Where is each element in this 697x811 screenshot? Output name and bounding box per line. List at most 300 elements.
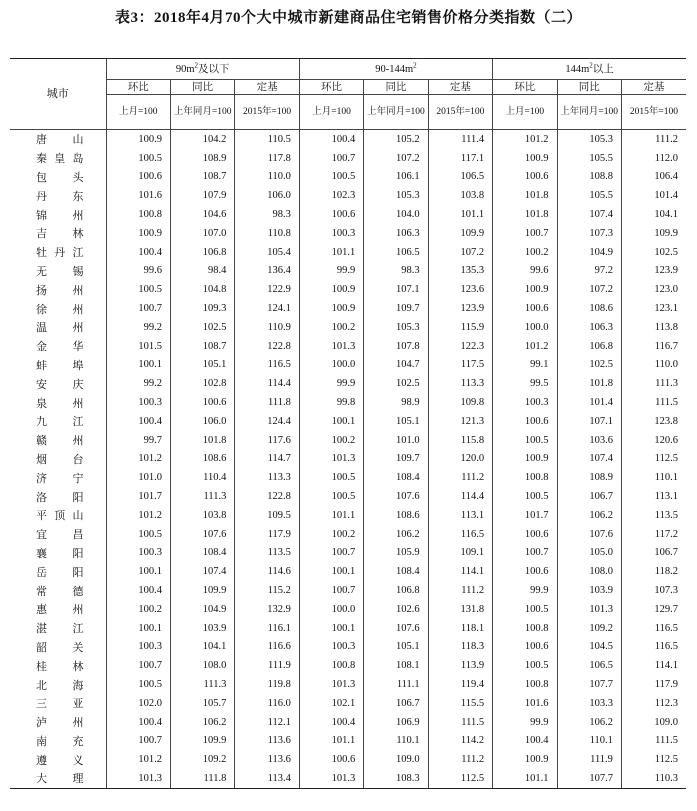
index-value-cell: 104.5 <box>557 638 621 657</box>
sub-column-header: 同比 <box>364 80 428 95</box>
index-value-cell: 108.6 <box>557 299 621 318</box>
sub-column-header: 环比 <box>299 80 363 95</box>
sub-column-header: 同比 <box>557 80 621 95</box>
index-value-cell: 109.8 <box>428 393 492 412</box>
index-value-cell: 100.3 <box>299 224 363 243</box>
city-name-cell: 无锡 <box>36 265 84 278</box>
index-value-cell: 112.0 <box>621 149 686 168</box>
index-value-cell: 111.5 <box>428 713 492 732</box>
table-row <box>10 280 686 299</box>
index-value-cell: 99.9 <box>299 262 363 281</box>
index-value-cell: 111.4 <box>428 130 492 149</box>
index-value-cell: 107.1 <box>364 280 428 299</box>
index-value-cell: 102.0 <box>106 694 170 713</box>
index-value-cell: 107.6 <box>557 525 621 544</box>
index-value-cell: 132.9 <box>235 600 299 619</box>
index-value-cell: 107.8 <box>364 337 428 356</box>
index-value-cell: 105.3 <box>364 318 428 337</box>
index-value-cell: 109.0 <box>364 750 428 769</box>
city-name-cell: 唐山 <box>36 134 84 147</box>
index-value-cell: 111.5 <box>621 393 686 412</box>
index-value-cell: 99.6 <box>493 262 557 281</box>
index-value-cell: 106.0 <box>235 186 299 205</box>
index-value-cell: 100.5 <box>493 431 557 450</box>
index-value-cell: 114.6 <box>235 562 299 581</box>
index-value-cell: 105.5 <box>557 186 621 205</box>
table-row <box>10 337 686 356</box>
index-value-cell: 99.2 <box>106 374 170 393</box>
index-value-cell: 108.0 <box>557 562 621 581</box>
index-value-cell: 111.2 <box>428 581 492 600</box>
index-value-cell: 115.9 <box>428 318 492 337</box>
index-value-cell: 106.7 <box>621 544 686 563</box>
index-value-cell: 100.6 <box>106 168 170 187</box>
group-header-medium <box>299 59 492 80</box>
index-value-cell: 116.5 <box>621 638 686 657</box>
index-value-cell: 131.8 <box>428 600 492 619</box>
index-value-cell: 109.7 <box>364 450 428 469</box>
index-value-cell: 100.1 <box>299 619 363 638</box>
index-value-cell: 99.5 <box>493 374 557 393</box>
city-name-cell: 徐州 <box>36 303 84 316</box>
table-row <box>10 468 686 487</box>
index-value-cell: 103.9 <box>170 619 234 638</box>
index-value-cell: 101.8 <box>493 205 557 224</box>
index-value-cell: 100.5 <box>106 675 170 694</box>
index-value-cell: 105.3 <box>557 130 621 149</box>
table-header <box>10 59 686 130</box>
index-value-cell: 106.5 <box>364 243 428 262</box>
base-column-header: 2015年=100 <box>235 95 299 130</box>
table-row <box>10 130 686 149</box>
index-value-cell: 107.0 <box>170 224 234 243</box>
index-value-cell: 108.4 <box>364 562 428 581</box>
table-row <box>10 412 686 431</box>
index-value-cell: 107.2 <box>428 243 492 262</box>
sub-column-header: 环比 <box>106 80 170 95</box>
index-value-cell: 106.3 <box>364 224 428 243</box>
index-value-cell: 117.9 <box>235 525 299 544</box>
index-value-cell: 118.3 <box>428 638 492 657</box>
index-value-cell: 109.2 <box>557 619 621 638</box>
city-name-cell: 遵义 <box>36 754 84 767</box>
index-value-cell: 102.5 <box>364 374 428 393</box>
index-value-cell: 100.9 <box>493 280 557 299</box>
index-value-cell: 99.2 <box>106 318 170 337</box>
table-row <box>10 186 686 205</box>
base-column-header: 上年同月=100 <box>364 95 428 130</box>
index-value-cell: 109.9 <box>170 732 234 751</box>
base-header-row <box>10 95 686 130</box>
base-column-header: 2015年=100 <box>428 95 492 130</box>
index-value-cell: 100.6 <box>299 205 363 224</box>
index-value-cell: 100.0 <box>299 356 363 375</box>
index-value-cell: 108.4 <box>364 468 428 487</box>
index-value-cell: 100.8 <box>299 656 363 675</box>
index-value-cell: 107.7 <box>557 769 621 788</box>
index-value-cell: 108.0 <box>170 656 234 675</box>
index-value-cell: 100.2 <box>299 431 363 450</box>
index-value-cell: 109.9 <box>170 581 234 600</box>
index-value-cell: 112.5 <box>621 450 686 469</box>
index-value-cell: 100.6 <box>493 562 557 581</box>
table-row <box>10 393 686 412</box>
index-value-cell: 114.1 <box>621 656 686 675</box>
index-value-cell: 108.4 <box>170 544 234 563</box>
index-value-cell: 113.6 <box>235 732 299 751</box>
index-value-cell: 113.6 <box>235 750 299 769</box>
table-row <box>10 168 686 187</box>
index-value-cell: 101.2 <box>493 130 557 149</box>
table-row <box>10 769 686 788</box>
city-name-cell: 三亚 <box>36 698 84 711</box>
group-label: 144m <box>565 63 590 75</box>
index-value-cell: 101.1 <box>428 205 492 224</box>
index-value-cell: 110.0 <box>621 356 686 375</box>
index-value-cell: 110.4 <box>170 468 234 487</box>
index-value-cell: 100.1 <box>106 562 170 581</box>
index-value-cell: 100.5 <box>106 149 170 168</box>
index-value-cell: 103.9 <box>557 581 621 600</box>
index-value-cell: 100.9 <box>299 299 363 318</box>
index-value-cell: 101.3 <box>106 769 170 788</box>
index-value-cell: 106.4 <box>621 168 686 187</box>
index-value-cell: 122.8 <box>235 487 299 506</box>
index-value-cell: 100.5 <box>493 656 557 675</box>
city-name-cell: 襄阳 <box>36 547 84 560</box>
index-value-cell: 97.2 <box>557 262 621 281</box>
index-value-cell: 105.1 <box>364 412 428 431</box>
index-value-cell: 100.6 <box>299 750 363 769</box>
index-value-cell: 110.0 <box>235 168 299 187</box>
index-value-cell: 106.0 <box>170 412 234 431</box>
index-value-cell: 110.9 <box>235 318 299 337</box>
table-row <box>10 262 686 281</box>
index-value-cell: 102.6 <box>364 600 428 619</box>
index-value-cell: 100.7 <box>106 732 170 751</box>
index-value-cell: 106.8 <box>170 243 234 262</box>
index-value-cell: 107.1 <box>557 412 621 431</box>
index-value-cell: 106.2 <box>364 525 428 544</box>
index-value-cell: 108.8 <box>557 168 621 187</box>
index-value-cell: 100.7 <box>106 656 170 675</box>
index-value-cell: 100.8 <box>493 619 557 638</box>
index-value-cell: 117.6 <box>235 431 299 450</box>
table-row <box>10 299 686 318</box>
city-name-cell: 宜昌 <box>36 529 84 542</box>
index-value-cell: 111.9 <box>235 656 299 675</box>
group-label: 90-144m <box>375 63 414 75</box>
index-value-cell: 104.0 <box>364 205 428 224</box>
index-value-cell: 118.1 <box>428 619 492 638</box>
table-row <box>10 506 686 525</box>
index-value-cell: 113.1 <box>621 487 686 506</box>
table-row <box>10 544 686 563</box>
index-value-cell: 100.0 <box>493 318 557 337</box>
index-value-cell: 98.4 <box>170 262 234 281</box>
index-value-cell: 100.4 <box>299 713 363 732</box>
table-row <box>10 581 686 600</box>
city-name-cell: 安庆 <box>36 378 84 391</box>
index-value-cell: 129.7 <box>621 600 686 619</box>
index-value-cell: 110.5 <box>235 130 299 149</box>
table-row <box>10 600 686 619</box>
index-value-cell: 103.3 <box>557 694 621 713</box>
table-row <box>10 374 686 393</box>
index-value-cell: 115.2 <box>235 581 299 600</box>
index-value-cell: 99.7 <box>106 431 170 450</box>
price-index-table <box>10 58 686 789</box>
index-value-cell: 113.5 <box>621 506 686 525</box>
index-value-cell: 111.5 <box>621 732 686 751</box>
city-name-cell: 韶关 <box>36 641 84 654</box>
index-value-cell: 120.0 <box>428 450 492 469</box>
index-value-cell: 122.9 <box>235 280 299 299</box>
index-value-cell: 116.5 <box>428 525 492 544</box>
index-value-cell: 108.9 <box>557 468 621 487</box>
city-name-cell: 湛江 <box>36 623 84 636</box>
city-name-cell: 烟台 <box>36 453 84 466</box>
index-value-cell: 115.8 <box>428 431 492 450</box>
index-value-cell: 116.7 <box>621 337 686 356</box>
index-value-cell: 105.7 <box>170 694 234 713</box>
index-value-cell: 109.3 <box>170 299 234 318</box>
index-value-cell: 112.3 <box>621 694 686 713</box>
index-value-cell: 99.1 <box>493 356 557 375</box>
index-value-cell: 98.3 <box>364 262 428 281</box>
table-row <box>10 450 686 469</box>
table-row <box>10 656 686 675</box>
base-column-header: 上年同月=100 <box>170 95 234 130</box>
index-value-cell: 100.7 <box>299 149 363 168</box>
index-value-cell: 119.4 <box>428 675 492 694</box>
base-column-header: 上月=100 <box>493 95 557 130</box>
index-value-cell: 107.6 <box>170 525 234 544</box>
table-row <box>10 205 686 224</box>
index-value-cell: 116.0 <box>235 694 299 713</box>
index-value-cell: 107.4 <box>557 205 621 224</box>
index-value-cell: 110.1 <box>364 732 428 751</box>
index-value-cell: 100.3 <box>106 544 170 563</box>
index-value-cell: 119.8 <box>235 675 299 694</box>
index-value-cell: 136.4 <box>235 262 299 281</box>
index-value-cell: 100.4 <box>493 732 557 751</box>
index-value-cell: 104.1 <box>621 205 686 224</box>
group-sup: 2 <box>194 61 199 69</box>
index-value-cell: 105.1 <box>364 638 428 657</box>
city-name-cell: 济宁 <box>36 472 84 485</box>
index-value-cell: 100.4 <box>106 713 170 732</box>
index-value-cell: 100.6 <box>170 393 234 412</box>
index-value-cell: 113.8 <box>621 318 686 337</box>
index-value-cell: 105.4 <box>235 243 299 262</box>
index-value-cell: 124.1 <box>235 299 299 318</box>
index-value-cell: 103.6 <box>557 431 621 450</box>
index-value-cell: 107.7 <box>557 675 621 694</box>
index-value-cell: 109.9 <box>621 224 686 243</box>
index-value-cell: 107.4 <box>557 450 621 469</box>
index-value-cell: 113.4 <box>235 769 299 788</box>
table-row <box>10 713 686 732</box>
index-value-cell: 100.5 <box>106 525 170 544</box>
index-value-cell: 101.6 <box>493 694 557 713</box>
index-value-cell: 100.7 <box>299 544 363 563</box>
index-value-cell: 100.7 <box>299 581 363 600</box>
index-value-cell: 101.4 <box>621 186 686 205</box>
index-value-cell: 108.6 <box>170 450 234 469</box>
index-value-cell: 104.8 <box>170 280 234 299</box>
index-value-cell: 113.5 <box>235 544 299 563</box>
index-value-cell: 117.9 <box>621 675 686 694</box>
index-value-cell: 98.9 <box>364 393 428 412</box>
index-value-cell: 100.9 <box>493 149 557 168</box>
index-value-cell: 100.6 <box>493 412 557 431</box>
table-row <box>10 732 686 751</box>
index-value-cell: 114.4 <box>428 487 492 506</box>
table-row <box>10 431 686 450</box>
index-value-cell: 106.9 <box>364 713 428 732</box>
index-value-cell: 107.2 <box>557 280 621 299</box>
index-value-cell: 100.8 <box>493 675 557 694</box>
table-title: 表3：2018年4月70个大中城市新建商品住宅销售价格分类指数（二） <box>114 10 582 26</box>
city-name-cell: 岳阳 <box>36 566 84 579</box>
index-value-cell: 100.9 <box>493 450 557 469</box>
index-value-cell: 108.6 <box>364 506 428 525</box>
index-value-cell: 100.6 <box>493 525 557 544</box>
city-name-cell: 吉林 <box>36 228 84 241</box>
group-header-small <box>106 59 299 80</box>
index-value-cell: 106.8 <box>557 337 621 356</box>
city-name-cell: 丹东 <box>36 190 84 203</box>
index-value-cell: 109.1 <box>428 544 492 563</box>
city-name-cell: 泸州 <box>36 717 84 730</box>
index-value-cell: 100.8 <box>493 468 557 487</box>
index-value-cell: 101.1 <box>299 506 363 525</box>
index-value-cell: 108.7 <box>170 337 234 356</box>
index-value-cell: 106.5 <box>557 656 621 675</box>
index-value-cell: 101.3 <box>299 769 363 788</box>
table-body <box>10 130 686 789</box>
index-value-cell: 111.8 <box>170 769 234 788</box>
index-value-cell: 105.0 <box>557 544 621 563</box>
index-value-cell: 123.0 <box>621 280 686 299</box>
index-value-cell: 109.7 <box>364 299 428 318</box>
index-value-cell: 101.1 <box>299 732 363 751</box>
index-value-cell: 106.8 <box>364 581 428 600</box>
index-value-cell: 100.3 <box>299 638 363 657</box>
base-column-header: 上月=100 <box>299 95 363 130</box>
city-name-cell: 蚌埠 <box>36 359 84 372</box>
sub-column-header: 定基 <box>428 80 492 95</box>
index-value-cell: 100.5 <box>106 280 170 299</box>
index-value-cell: 101.4 <box>557 393 621 412</box>
index-value-cell: 113.1 <box>428 506 492 525</box>
index-value-cell: 100.2 <box>299 525 363 544</box>
index-value-cell: 100.1 <box>299 412 363 431</box>
index-value-cell: 99.9 <box>493 713 557 732</box>
table-row <box>10 525 686 544</box>
index-value-cell: 100.5 <box>493 600 557 619</box>
index-value-cell: 111.2 <box>428 750 492 769</box>
index-value-cell: 100.5 <box>299 487 363 506</box>
index-value-cell: 108.3 <box>364 769 428 788</box>
index-value-cell: 111.3 <box>170 487 234 506</box>
index-value-cell: 123.8 <box>621 412 686 431</box>
index-value-cell: 107.3 <box>557 224 621 243</box>
index-value-cell: 110.1 <box>557 732 621 751</box>
index-value-cell: 101.0 <box>364 431 428 450</box>
index-value-cell: 102.8 <box>170 374 234 393</box>
index-value-cell: 106.7 <box>364 694 428 713</box>
index-value-cell: 114.2 <box>428 732 492 751</box>
index-value-cell: 104.7 <box>364 356 428 375</box>
index-value-cell: 116.6 <box>235 638 299 657</box>
index-value-cell: 101.8 <box>170 431 234 450</box>
sub-header-row <box>10 80 686 95</box>
index-value-cell: 106.1 <box>364 168 428 187</box>
index-value-cell: 113.9 <box>428 656 492 675</box>
index-value-cell: 107.3 <box>621 581 686 600</box>
index-value-cell: 99.6 <box>106 262 170 281</box>
index-value-cell: 100.0 <box>299 600 363 619</box>
city-name-cell: 包头 <box>36 171 84 184</box>
table-row <box>10 694 686 713</box>
index-value-cell: 101.6 <box>106 186 170 205</box>
index-value-cell: 118.2 <box>621 562 686 581</box>
group-suffix: 及以下 <box>198 63 230 75</box>
sub-column-header: 定基 <box>621 80 686 95</box>
sub-column-header: 环比 <box>493 80 557 95</box>
index-value-cell: 124.4 <box>235 412 299 431</box>
index-value-cell: 101.2 <box>493 337 557 356</box>
index-value-cell: 105.1 <box>170 356 234 375</box>
index-value-cell: 100.7 <box>493 544 557 563</box>
index-value-cell: 120.6 <box>621 431 686 450</box>
index-value-cell: 101.0 <box>106 468 170 487</box>
index-value-cell: 98.3 <box>235 205 299 224</box>
index-value-cell: 104.2 <box>170 130 234 149</box>
index-value-cell: 111.9 <box>557 750 621 769</box>
index-value-cell: 101.3 <box>299 450 363 469</box>
index-value-cell: 100.3 <box>106 393 170 412</box>
table-row <box>10 638 686 657</box>
index-value-cell: 100.4 <box>106 412 170 431</box>
index-value-cell: 100.9 <box>106 130 170 149</box>
index-value-cell: 122.8 <box>235 337 299 356</box>
index-value-cell: 110.3 <box>621 769 686 788</box>
table-row <box>10 243 686 262</box>
index-value-cell: 108.1 <box>364 656 428 675</box>
index-value-cell: 101.7 <box>493 506 557 525</box>
index-value-cell: 121.3 <box>428 412 492 431</box>
group-suffix: 以上 <box>592 63 614 75</box>
index-value-cell: 113.3 <box>428 374 492 393</box>
index-value-cell: 100.9 <box>493 750 557 769</box>
table-row <box>10 487 686 506</box>
city-name-cell: 锦州 <box>36 209 84 222</box>
table-row <box>10 675 686 694</box>
index-value-cell: 101.8 <box>493 186 557 205</box>
index-value-cell: 100.2 <box>299 318 363 337</box>
table-row <box>10 562 686 581</box>
index-value-cell: 100.8 <box>106 205 170 224</box>
table-row <box>10 149 686 168</box>
city-name-cell: 桂林 <box>36 660 84 673</box>
table-row <box>10 224 686 243</box>
index-value-cell: 102.5 <box>170 318 234 337</box>
index-value-cell: 101.1 <box>493 769 557 788</box>
index-value-cell: 110.8 <box>235 224 299 243</box>
